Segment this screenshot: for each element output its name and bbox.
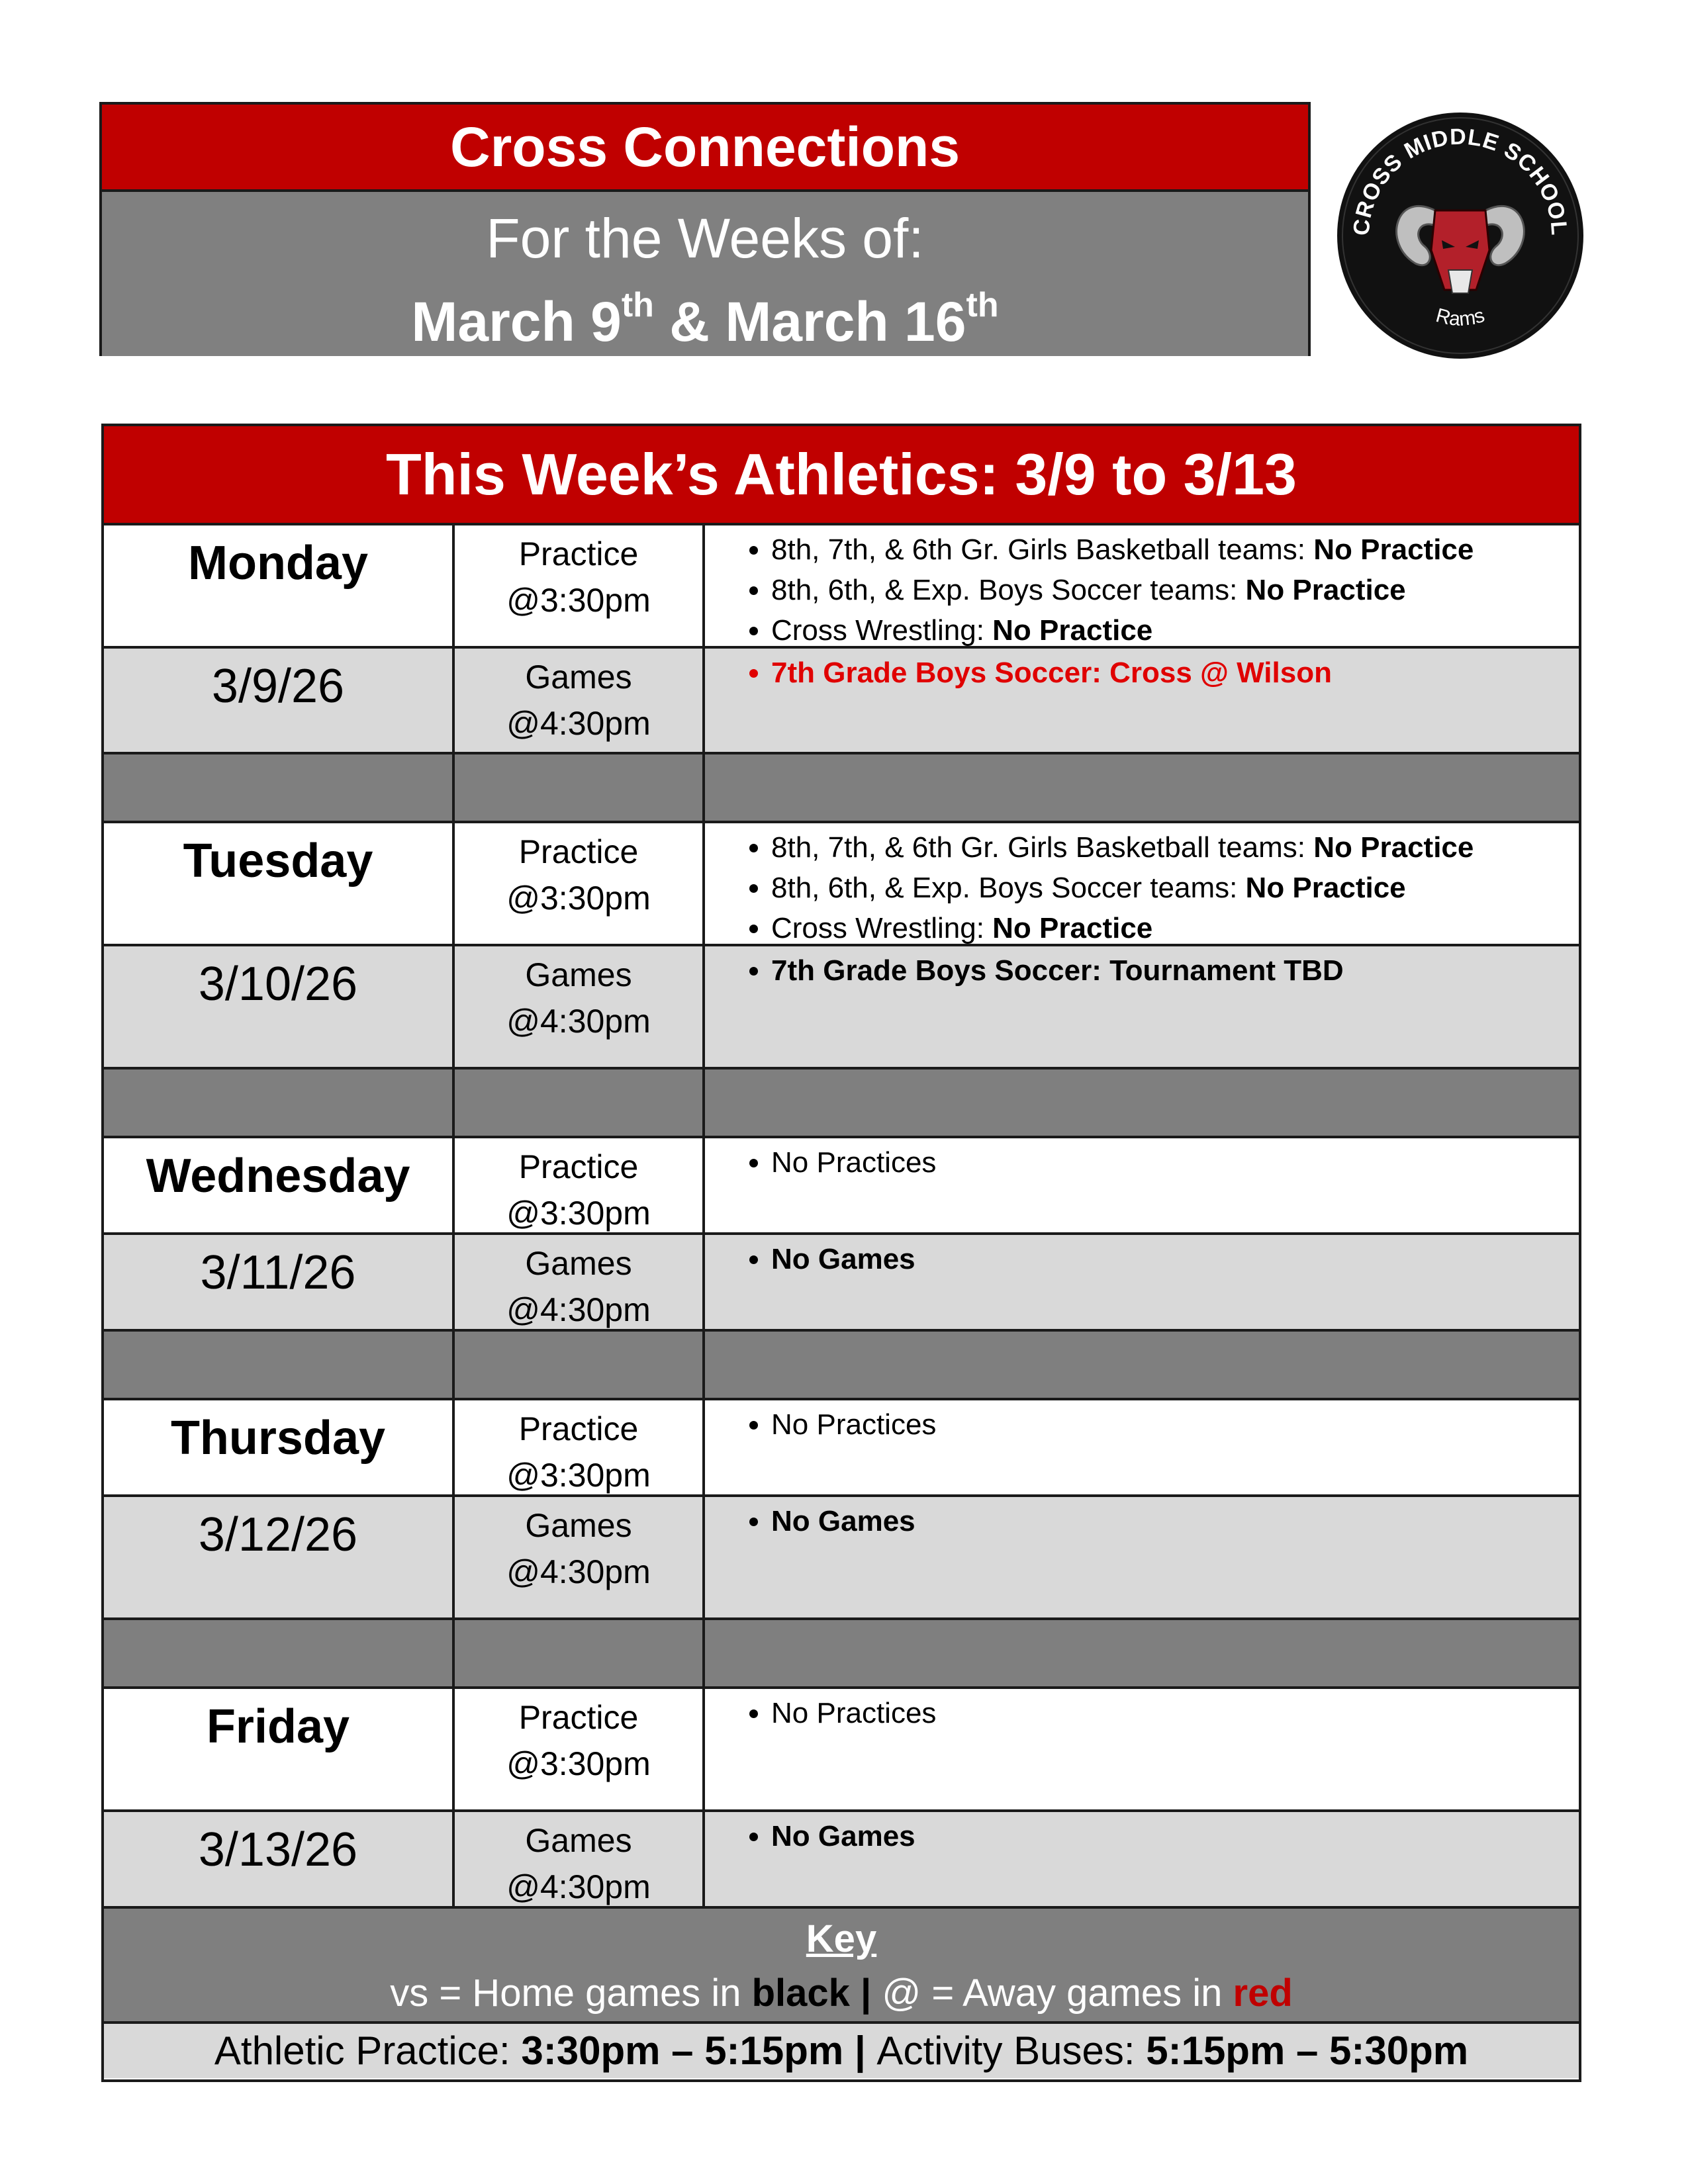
day-cell bbox=[104, 1689, 455, 1809]
game-item-status: 7th Grade Boys Soccer: Cross @ Wilson bbox=[771, 657, 1332, 689]
day-name: Monday bbox=[187, 537, 368, 590]
ram-muzzle bbox=[1448, 270, 1472, 293]
practice-time-cell bbox=[455, 823, 705, 944]
games-label: Games bbox=[525, 956, 632, 993]
game-item-status: No Games bbox=[771, 1505, 915, 1537]
practice-items-cell bbox=[705, 1400, 1579, 1494]
games-label: Games bbox=[525, 1507, 632, 1544]
game-item-status: No Games bbox=[771, 1820, 915, 1852]
practice-time: @3:30pm bbox=[506, 880, 651, 917]
week1-date: March 9 bbox=[411, 291, 622, 353]
separator-cell bbox=[104, 1620, 455, 1686]
day-games-row-friday bbox=[104, 1812, 1579, 1909]
separator-cell bbox=[705, 1332, 1579, 1398]
logo-top-text: CROSS MIDDLE SCHOOL bbox=[1348, 124, 1572, 237]
game-item-status: No Games bbox=[771, 1243, 915, 1275]
date-cell bbox=[104, 649, 455, 752]
week1-suffix: th bbox=[621, 286, 654, 324]
separator-cell bbox=[705, 1069, 1579, 1136]
day-date: 3/12/26 bbox=[198, 1508, 358, 1561]
games-time-cell bbox=[455, 946, 705, 1067]
day-name: Wednesday bbox=[146, 1150, 410, 1203]
practice-item bbox=[771, 908, 1579, 948]
bus-hours-label: Activity Buses: bbox=[876, 2028, 1147, 2073]
practice-item-text: No Practices bbox=[771, 1697, 937, 1729]
games-time-cell bbox=[455, 1812, 705, 1906]
practice-time: @3:30pm bbox=[506, 1745, 651, 1782]
day-date: 3/11/26 bbox=[200, 1246, 356, 1299]
games-time: @4:30pm bbox=[506, 1553, 651, 1590]
week2-suffix: th bbox=[966, 286, 999, 324]
practice-time: @3:30pm bbox=[506, 1457, 651, 1494]
practice-item bbox=[771, 1404, 1579, 1445]
practice-item-status: No Practice bbox=[992, 614, 1153, 647]
week2-date: March 16 bbox=[725, 291, 966, 353]
day-name: Friday bbox=[206, 1700, 350, 1753]
practice-time-cell bbox=[455, 1689, 705, 1809]
practice-item-status: No Practice bbox=[1245, 872, 1406, 904]
separator-cell bbox=[455, 1332, 705, 1398]
separator-cell bbox=[455, 754, 705, 821]
practice-list bbox=[705, 1404, 1579, 1445]
separator-cell bbox=[104, 754, 455, 821]
day-games-row-wednesday bbox=[104, 1235, 1579, 1332]
practice-item bbox=[771, 827, 1579, 868]
game-items-cell bbox=[705, 1812, 1579, 1906]
separator-row bbox=[104, 1332, 1579, 1400]
game-items-cell bbox=[705, 649, 1579, 752]
key-separator: | bbox=[861, 1972, 872, 2015]
practice-time-cell bbox=[455, 1400, 705, 1494]
key-away-text: @ = Away games in bbox=[871, 1972, 1233, 2015]
practice-item-status: No Practice bbox=[1313, 831, 1474, 864]
games-label: Games bbox=[525, 1822, 632, 1859]
game-list bbox=[705, 950, 1579, 991]
day-cell bbox=[104, 1138, 455, 1232]
day-cell bbox=[104, 525, 455, 646]
practice-item-status: No Practice bbox=[992, 912, 1153, 944]
date-cell bbox=[104, 946, 455, 1067]
athletics-table bbox=[101, 424, 1581, 2082]
hours-row bbox=[104, 2024, 1579, 2078]
games-time-cell bbox=[455, 1235, 705, 1329]
logo-bottom-text: Rams bbox=[1433, 304, 1487, 331]
separator-cell bbox=[455, 1620, 705, 1686]
practice-list bbox=[705, 1142, 1579, 1183]
game-list bbox=[705, 1501, 1579, 1541]
practice-label: Practice bbox=[518, 1148, 639, 1185]
athletics-title: This Week’s Athletics: 3/9 to 3/13 bbox=[104, 426, 1579, 525]
games-label: Games bbox=[525, 659, 632, 696]
day-games-row-monday bbox=[104, 649, 1579, 754]
day-practice-row-wednesday bbox=[104, 1138, 1579, 1235]
practice-label: Practice bbox=[518, 1699, 639, 1736]
day-practice-row-tuesday bbox=[104, 823, 1579, 946]
practice-time-cell bbox=[455, 525, 705, 646]
key-section bbox=[104, 1909, 1579, 2024]
game-items-cell bbox=[705, 1497, 1579, 1617]
day-date: 3/13/26 bbox=[198, 1823, 358, 1876]
game-list bbox=[705, 1239, 1579, 1279]
practice-item-text: No Practices bbox=[771, 1146, 937, 1179]
game-item bbox=[771, 1239, 1579, 1279]
separator-row bbox=[104, 1620, 1579, 1689]
day-games-row-tuesday bbox=[104, 946, 1579, 1069]
separator-cell bbox=[455, 1069, 705, 1136]
weeks-dates bbox=[102, 271, 1308, 361]
game-item bbox=[771, 1816, 1579, 1856]
game-item-status: 7th Grade Boys Soccer: Tournament TBD bbox=[771, 954, 1344, 987]
practice-item-text: 8th, 6th, & Exp. Boys Soccer teams: bbox=[771, 872, 1246, 904]
key-title: Key bbox=[806, 1917, 877, 1960]
day-games-row-thursday bbox=[104, 1497, 1579, 1620]
separator-cell bbox=[705, 754, 1579, 821]
date-cell bbox=[104, 1235, 455, 1329]
school-logo bbox=[1336, 111, 1585, 360]
games-time: @4:30pm bbox=[506, 1868, 651, 1905]
day-date: 3/10/26 bbox=[198, 958, 358, 1011]
practice-label: Practice bbox=[518, 535, 639, 572]
practice-item-text: 8th, 7th, & 6th Gr. Girls Basketball teams: bbox=[771, 533, 1314, 566]
game-list bbox=[705, 653, 1579, 693]
day-practice-row-thursday bbox=[104, 1400, 1579, 1497]
separator-cell bbox=[104, 1332, 455, 1398]
practice-items-cell bbox=[705, 525, 1579, 646]
practice-label: Practice bbox=[518, 1410, 639, 1447]
game-item bbox=[771, 653, 1579, 693]
separator-cell bbox=[705, 1620, 1579, 1686]
game-list bbox=[705, 1816, 1579, 1856]
day-name: Thursday bbox=[170, 1412, 386, 1465]
day-name: Tuesday bbox=[183, 835, 373, 887]
practice-item bbox=[771, 570, 1579, 610]
practice-item-text: Cross Wrestling: bbox=[771, 912, 993, 944]
athletics-rows bbox=[104, 525, 1579, 1909]
key-away-color: red bbox=[1233, 1972, 1293, 2015]
day-cell bbox=[104, 1400, 455, 1494]
practice-list bbox=[705, 1693, 1579, 1733]
date-cell bbox=[104, 1497, 455, 1617]
separator-row bbox=[104, 754, 1579, 823]
practice-label: Practice bbox=[518, 833, 639, 870]
practice-hours-time: 3:30pm – 5:15pm bbox=[521, 2028, 844, 2073]
practice-item-text: Cross Wrestling: bbox=[771, 614, 993, 647]
games-time-cell bbox=[455, 1497, 705, 1617]
practice-item bbox=[771, 1142, 1579, 1183]
practice-time: @3:30pm bbox=[506, 1195, 651, 1232]
weeks-of-label: For the Weeks of: bbox=[486, 207, 924, 269]
date-cell bbox=[104, 1812, 455, 1906]
practice-item bbox=[771, 868, 1579, 908]
header-subtitle-block bbox=[102, 192, 1308, 356]
key-home-color: black bbox=[751, 1972, 850, 2015]
practice-item-status: No Practice bbox=[1313, 533, 1474, 566]
bus-hours-time: 5:15pm – 5:30pm bbox=[1146, 2028, 1469, 2073]
practice-items-cell bbox=[705, 823, 1579, 944]
key-home-text: vs = Home games in bbox=[390, 1972, 752, 2015]
games-time-cell bbox=[455, 649, 705, 752]
day-date: 3/9/26 bbox=[211, 660, 345, 713]
practice-items-cell bbox=[705, 1689, 1579, 1809]
practice-item bbox=[771, 529, 1579, 570]
day-practice-row-friday bbox=[104, 1689, 1579, 1812]
game-items-cell bbox=[705, 946, 1579, 1067]
practice-item-text: 8th, 7th, & 6th Gr. Girls Basketball teams: bbox=[771, 831, 1314, 864]
practice-time: @3:30pm bbox=[506, 582, 651, 619]
practice-item bbox=[771, 610, 1579, 651]
practice-item-text: No Practices bbox=[771, 1408, 937, 1441]
hours-separator: | bbox=[843, 2028, 877, 2073]
day-practice-row-monday bbox=[104, 525, 1579, 649]
practice-items-cell bbox=[705, 1138, 1579, 1232]
practice-list bbox=[705, 827, 1579, 948]
practice-item bbox=[771, 1693, 1579, 1733]
game-item bbox=[771, 950, 1579, 991]
practice-item-text: 8th, 6th, & Exp. Boys Soccer teams: bbox=[771, 574, 1246, 606]
games-time: @4:30pm bbox=[506, 1003, 651, 1040]
header-box bbox=[99, 102, 1311, 356]
separator-row bbox=[104, 1069, 1579, 1138]
practice-list bbox=[705, 529, 1579, 651]
practice-item-status: No Practice bbox=[1245, 574, 1406, 606]
practice-time-cell bbox=[455, 1138, 705, 1232]
separator-cell bbox=[104, 1069, 455, 1136]
day-cell bbox=[104, 823, 455, 944]
newsletter-title: Cross Connections bbox=[102, 105, 1308, 192]
games-time: @4:30pm bbox=[506, 705, 651, 742]
practice-hours-label: Athletic Practice: bbox=[214, 2028, 522, 2073]
ampersand: & bbox=[669, 291, 710, 353]
game-items-cell bbox=[705, 1235, 1579, 1329]
games-label: Games bbox=[525, 1245, 632, 1282]
key-legend bbox=[104, 1966, 1579, 2021]
game-item bbox=[771, 1501, 1579, 1541]
games-time: @4:30pm bbox=[506, 1291, 651, 1328]
